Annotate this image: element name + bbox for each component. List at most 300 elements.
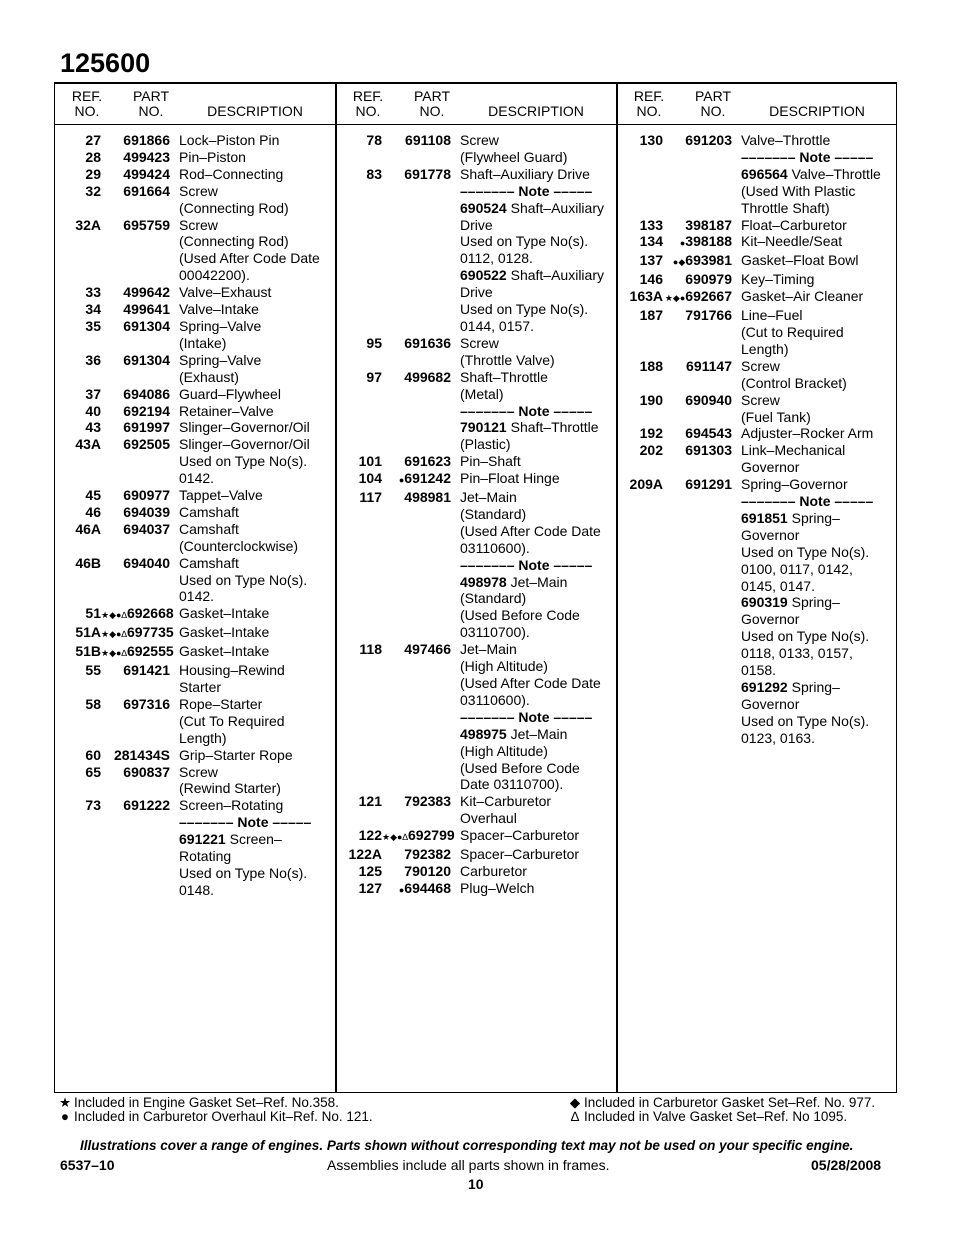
part-number: ★◆●∆697735 [101, 624, 174, 641]
legend-star: ★ Included in Engine Gasket Set–Ref. No.358. [56, 1095, 339, 1110]
note-row [55, 814, 335, 831]
part-row [617, 679, 896, 747]
part-number: 694086 [123, 385, 170, 402]
part-number: 497466 [404, 641, 451, 658]
part-row [617, 594, 896, 679]
note-row [336, 557, 616, 574]
ref-number: 130 [639, 132, 663, 148]
part-description: Gasket–Intake [179, 643, 270, 660]
part-description: Grip–Starter Rope [179, 746, 293, 763]
part-row [336, 200, 616, 268]
part-row [55, 555, 335, 606]
part-description: Camshaft [179, 503, 239, 520]
ref-number [336, 183, 382, 200]
ref-number [617, 166, 663, 217]
part-number: 690979 [685, 271, 732, 288]
ref-number: 46A [75, 520, 101, 537]
ref-number: 73 [85, 797, 101, 814]
assemblies-note: Assemblies include all parts shown in frames. [327, 1157, 610, 1173]
part-number: 281434S [113, 746, 170, 763]
ref-number: 55 [85, 662, 101, 679]
part-description: ––––––– Note ––––– [460, 182, 593, 199]
legend-delta: ∆ Included in Valve Gasket Set–Ref. No 1095. [566, 1109, 847, 1124]
part-description: Jet–Main (High Altitude) (Used After Code Date 03110600). [460, 641, 601, 708]
part-number: 691623 [404, 453, 451, 470]
kit-marker-icon: ● [398, 884, 405, 895]
ref-number: 34 [85, 301, 101, 318]
ref-number: 28 [85, 148, 101, 165]
note-row [336, 183, 616, 200]
part-row [336, 574, 616, 642]
part-row [55, 149, 335, 166]
legend-diamond: ◆ Included in Carburetor Gasket Set–Ref. No. 977. [566, 1095, 875, 1110]
part-number [663, 679, 732, 747]
parts-rows [617, 132, 896, 747]
part-description: 498978 Jet–Main (Standard) (Used Before Code 03110700). [460, 573, 580, 641]
part-description: Camshaft (Counterclockwise) [179, 520, 299, 554]
ref-number: 32A [75, 216, 101, 233]
part-description: Pin–Float Hinge [460, 470, 560, 487]
ref-number: 58 [85, 695, 101, 712]
ref-number: 51B [75, 643, 101, 660]
part-number: 691778 [404, 165, 451, 182]
ref-number: 134 [639, 233, 663, 250]
ref-number: 188 [639, 357, 663, 374]
ref-number [617, 510, 663, 595]
ref-number: 125 [358, 862, 382, 879]
part-row [336, 166, 616, 183]
ref-number [617, 679, 663, 747]
part-number [382, 574, 451, 642]
part-number [101, 814, 170, 831]
part-number: ●694468 [398, 879, 451, 896]
part-row [336, 793, 616, 827]
parts-column-2 [336, 84, 618, 1092]
kit-marker-icon: ★◆● [664, 293, 686, 304]
part-number [382, 419, 451, 453]
ref-number [55, 831, 101, 899]
note-row [336, 403, 616, 420]
part-description: Screw (Throttle Valve) [460, 334, 555, 368]
part-number [663, 594, 732, 679]
kit-marker-icon: ★◆●∆ [101, 648, 127, 659]
header-part: PART NO. [413, 88, 451, 119]
part-number: 691291 [685, 476, 732, 493]
part-description: Lock–Piston Pin [179, 132, 280, 148]
part-description: 498975 Jet–Main (High Altitude) (Used Before Code Date 03110700). [460, 725, 580, 793]
kit-marker-icon: ●◆ [672, 257, 686, 268]
part-description: 691851 Spring– Governor Used on Type No(s). 0100, 0117, 0142, 0145, 0147. [741, 509, 870, 594]
part-description: Line–Fuel (Cut to Required Length) [741, 307, 844, 357]
part-description: 690319 Spring– Governor Used on Type No(s). 0118, 0133, 0157, 0158. [741, 594, 870, 679]
part-row [336, 132, 616, 166]
ref-number: 46B [75, 554, 101, 571]
part-description: Spacer–Carburetor [460, 827, 580, 844]
ref-number: 95 [366, 334, 382, 351]
header-part: PART NO. [694, 88, 732, 119]
column-header [336, 84, 616, 125]
part-row [617, 442, 896, 476]
ref-number: 43 [85, 419, 101, 436]
part-number [101, 831, 170, 899]
part-description: Gasket–Intake [179, 605, 270, 622]
part-description: Spring–Valve (Intake) [179, 317, 262, 351]
part-description: Screw (Connecting Rod) [179, 182, 289, 216]
ref-number: 192 [639, 425, 663, 442]
ref-number: 117 [359, 489, 382, 506]
part-description: Adjuster–Rocker Arm [741, 425, 874, 442]
part-number: 695759 [123, 216, 170, 233]
part-description: Screw (Rewind Starter) [179, 763, 281, 797]
part-description: Valve–Exhaust [179, 284, 272, 301]
kit-marker-icon: ★◆●∆ [101, 610, 127, 621]
part-row [336, 641, 616, 709]
part-description: Retainer–Valve [179, 402, 274, 419]
part-row [55, 301, 335, 318]
kit-marker-icon: ★◆●∆ [101, 629, 127, 640]
part-row [617, 307, 896, 358]
ref-number: 137 [639, 252, 663, 269]
part-row [55, 831, 335, 899]
document-date: 05/28/2008 [811, 1157, 882, 1173]
kit-marker-icon: ● [679, 238, 686, 249]
part-row [617, 166, 896, 217]
part-description: ––––––– Note ––––– [179, 814, 312, 831]
ref-number: 146 [639, 271, 663, 288]
part-row [55, 797, 335, 814]
part-number [663, 510, 732, 595]
part-number: 499424 [123, 165, 170, 182]
ref-number: 51A [75, 624, 101, 641]
part-number: 691997 [123, 419, 170, 436]
part-row [55, 386, 335, 403]
part-number: 692194 [123, 402, 170, 419]
part-number [382, 183, 451, 200]
ref-number: 209A [629, 476, 663, 493]
part-number [663, 493, 732, 510]
part-description: Pin–Shaft [460, 453, 521, 470]
part-description: Rope–Starter (Cut To Required Length) [179, 695, 285, 746]
part-description: Jet–Main (Standard) (Used After Code Date 03110600). [460, 489, 601, 556]
part-row [55, 504, 335, 521]
part-description: Housing–Rewind Starter [179, 662, 285, 695]
part-row [336, 335, 616, 369]
part-row [336, 846, 616, 863]
part-number: 691147 [686, 357, 732, 374]
part-number: 498981 [404, 489, 451, 506]
part-row [336, 267, 616, 335]
part-number: 694039 [123, 503, 170, 520]
part-description: 690522 Shaft–Auxiliary Drive Used on Type No(s). 0144, 0157. [460, 267, 604, 334]
part-description: Spacer–Carburetor [460, 846, 580, 863]
part-row [617, 510, 896, 595]
part-description: Slinger–Governor/Oil Used on Type No(s). 0142. [179, 436, 310, 487]
part-description: ––––––– Note ––––– [460, 556, 593, 573]
part-description: Kit–Needle/Seat [741, 233, 843, 250]
ref-number [55, 814, 101, 831]
ref-number [617, 149, 663, 166]
part-description: Guard–Flywheel [179, 385, 281, 402]
model-number: 125600 [60, 48, 151, 78]
part-row [55, 436, 335, 487]
part-number: 694037 [123, 520, 170, 537]
header-ref: REF. NO. [71, 88, 103, 119]
ref-number: 127 [358, 879, 382, 896]
ref-number: 101 [358, 453, 382, 470]
part-number: 691303 [685, 442, 732, 459]
part-description: 691292 Spring– Governor Used on Type No(s). 0123, 0163. [741, 679, 870, 746]
part-row [336, 863, 616, 880]
part-number: 499642 [123, 284, 170, 301]
part-description: ––––––– Note ––––– [741, 148, 874, 165]
part-row [617, 425, 896, 442]
note-row [617, 493, 896, 510]
part-number: ★◆●∆692668 [101, 605, 174, 622]
part-number: 499423 [123, 148, 170, 165]
ref-number: 45 [85, 487, 101, 504]
part-description: ––––––– Note ––––– [460, 402, 593, 419]
part-number: 694543 [685, 425, 732, 442]
part-row [55, 183, 335, 217]
ref-number: 187 [639, 307, 663, 324]
header-desc: DESCRIPTION [207, 103, 303, 119]
part-number: 398187 [685, 216, 732, 233]
part-description: Screw (Fuel Tank) [741, 391, 811, 425]
parts-table [54, 82, 897, 1093]
parts-rows [336, 132, 616, 899]
diamond-icon: ◆ [569, 1095, 581, 1110]
part-row [55, 284, 335, 301]
star-icon: ★ [58, 1095, 72, 1110]
header-desc: DESCRIPTION [488, 103, 584, 119]
ref-number: 122 [358, 827, 382, 844]
part-number: ★◆●∆692555 [101, 643, 174, 660]
part-row [617, 271, 896, 288]
part-description: 690524 Shaft–Auxiliary Drive Used on Type No(s). 0112, 0128. [460, 199, 604, 267]
ref-number: 46 [85, 503, 101, 520]
ref-number [336, 419, 382, 453]
part-description: Camshaft Used on Type No(s). 0142. [179, 554, 308, 605]
ref-number: 190 [639, 391, 663, 408]
part-number [382, 403, 451, 420]
part-number: ●691242 [398, 470, 451, 487]
part-row [55, 662, 335, 696]
part-row [55, 132, 335, 149]
part-row [617, 358, 896, 392]
ref-number: 35 [85, 317, 101, 334]
parts-column-3 [617, 84, 896, 1092]
ref-number: 51 [85, 605, 101, 622]
part-description: Screw (Control Bracket) [741, 357, 847, 391]
part-number: ●398188 [679, 233, 732, 250]
part-number: 691421 [123, 662, 170, 679]
part-row [55, 764, 335, 798]
part-description: Carburetor [460, 862, 527, 879]
part-number [382, 267, 451, 335]
part-number: 692505 [123, 436, 170, 453]
part-description: Screen–Rotating [179, 797, 284, 814]
part-number: 790120 [404, 862, 451, 879]
part-row [55, 696, 335, 747]
ref-number: 43A [75, 436, 101, 453]
header-ref: REF. NO. [352, 88, 384, 119]
legend-dot: ● Included in Carburetor Overhaul Kit–Ref. No. 121. [56, 1109, 373, 1124]
part-number: 690837 [123, 763, 170, 780]
part-description: ––––––– Note ––––– [460, 708, 593, 725]
note-row [617, 149, 896, 166]
ref-number [336, 403, 382, 420]
parts-column-1 [55, 84, 337, 1092]
part-number [663, 149, 732, 166]
column-header [55, 84, 335, 125]
ref-number: 37 [85, 385, 101, 402]
part-row [55, 643, 335, 662]
part-description: Gasket–Intake [179, 624, 270, 641]
part-row [617, 233, 896, 252]
part-number [663, 166, 732, 217]
ref-number [617, 493, 663, 510]
ref-number: 33 [85, 284, 101, 301]
ref-number: 27 [85, 132, 101, 148]
ref-number: 133 [639, 216, 663, 233]
part-number: 690977 [123, 487, 170, 504]
part-description: Spring–Valve (Exhaust) [179, 351, 262, 385]
disclaimer: Illustrations cover a range of engines. Parts shown without corresponding text may not be used on your specific engine. [80, 1138, 854, 1153]
ref-number: 83 [366, 165, 382, 182]
part-row [55, 419, 335, 436]
ref-number: 32 [85, 182, 101, 199]
part-number: 691108 [405, 132, 451, 148]
ref-number: 36 [85, 351, 101, 368]
part-row [336, 419, 616, 453]
part-row [55, 521, 335, 555]
ref-number: 163A [629, 288, 663, 305]
part-number: 694040 [123, 554, 170, 571]
part-number [382, 726, 451, 794]
part-row [617, 476, 896, 493]
part-description: Screw (Flywheel Guard) [460, 132, 568, 165]
part-number: 697316 [123, 695, 170, 712]
document-number: 6537–10 [60, 1157, 115, 1173]
note-row [336, 709, 616, 726]
part-row [55, 403, 335, 420]
part-row [336, 453, 616, 470]
part-row [55, 624, 335, 643]
part-description: Pin–Piston [179, 148, 246, 165]
part-description: Slinger–Governor/Oil [179, 419, 310, 436]
part-number: 691304 [123, 351, 170, 368]
ref-number: 118 [359, 641, 382, 658]
ref-number: 121 [358, 793, 382, 810]
ref-number [336, 726, 382, 794]
part-row [55, 217, 335, 285]
part-description: Link–Mechanical Governor [741, 442, 846, 476]
part-description: Gasket–Float Bowl [741, 252, 859, 269]
ref-number [336, 267, 382, 335]
ref-number [336, 557, 382, 574]
part-number: 691203 [685, 132, 732, 148]
part-row [55, 747, 335, 764]
ref-number [336, 574, 382, 642]
part-number [382, 200, 451, 268]
part-number: 791766 [685, 307, 732, 324]
part-row [617, 217, 896, 234]
part-row [336, 827, 616, 846]
ref-number: 78 [366, 132, 382, 148]
ref-number: 104 [358, 470, 382, 487]
part-row [55, 605, 335, 624]
part-row [55, 487, 335, 504]
column-header [617, 84, 896, 125]
parts-rows [55, 132, 335, 899]
part-row [55, 166, 335, 183]
part-description: Plug–Welch [460, 879, 535, 896]
part-row [617, 392, 896, 426]
header-part: PART NO. [132, 88, 170, 119]
part-row [55, 318, 335, 352]
part-number: 792383 [404, 793, 451, 810]
ref-number: 202 [639, 442, 663, 459]
ref-number: 60 [85, 746, 101, 763]
header-desc: DESCRIPTION [769, 103, 865, 119]
part-description: Kit–Carburetor Overhaul [460, 793, 552, 827]
part-row [336, 726, 616, 794]
part-description: 696564 Valve–Throttle (Used With Plastic Throttle Shaft) [741, 165, 881, 216]
part-number: 691664 [123, 182, 170, 199]
part-description: ––––––– Note ––––– [741, 493, 874, 510]
header-ref: REF. NO. [633, 88, 665, 119]
kit-marker-icon: ● [398, 475, 405, 486]
part-description: Shaft–Throttle (Metal) [460, 368, 548, 402]
dot-icon: ● [60, 1109, 70, 1124]
part-row [336, 470, 616, 489]
part-description: 691221 Screen– Rotating Used on Type No(s). 0148. [179, 831, 308, 898]
ref-number: 40 [85, 402, 101, 419]
part-number: ★◆●692667 [664, 288, 732, 305]
part-description: Valve–Intake [179, 301, 259, 318]
part-row [617, 288, 896, 307]
part-description: Rod–Connecting [179, 165, 284, 182]
part-row [336, 880, 616, 899]
part-row [336, 489, 616, 557]
ref-number: 65 [85, 763, 101, 780]
part-number [382, 709, 451, 726]
part-description: 790121 Shaft–Throttle (Plastic) [460, 419, 599, 453]
part-description: Shaft–Auxiliary Drive [460, 165, 590, 182]
part-description: Key–Timing [741, 271, 815, 288]
part-number: 691636 [404, 334, 451, 351]
part-row [617, 132, 896, 149]
part-number: ★◆●∆692799 [382, 827, 455, 844]
part-description: Float–Carburetor [741, 216, 847, 233]
ref-number [336, 200, 382, 268]
ref-number: 122A [348, 846, 382, 863]
part-row [336, 369, 616, 403]
ref-number [617, 594, 663, 679]
part-description: Screw (Connecting Rod) (Used After Code Date 00042200). [179, 216, 320, 284]
delta-icon: ∆ [570, 1109, 580, 1124]
page-number: 10 [468, 1176, 484, 1192]
part-description: Tappet–Valve [179, 487, 263, 504]
kit-marker-icon: ★◆●∆ [382, 832, 408, 843]
part-row [617, 252, 896, 271]
part-number: 499641 [123, 301, 170, 318]
ref-number: 97 [366, 368, 382, 385]
part-number: 691304 [123, 317, 170, 334]
part-number: 499682 [404, 368, 451, 385]
part-description: Spring–Governor [741, 476, 848, 493]
ref-number: 29 [85, 165, 101, 182]
